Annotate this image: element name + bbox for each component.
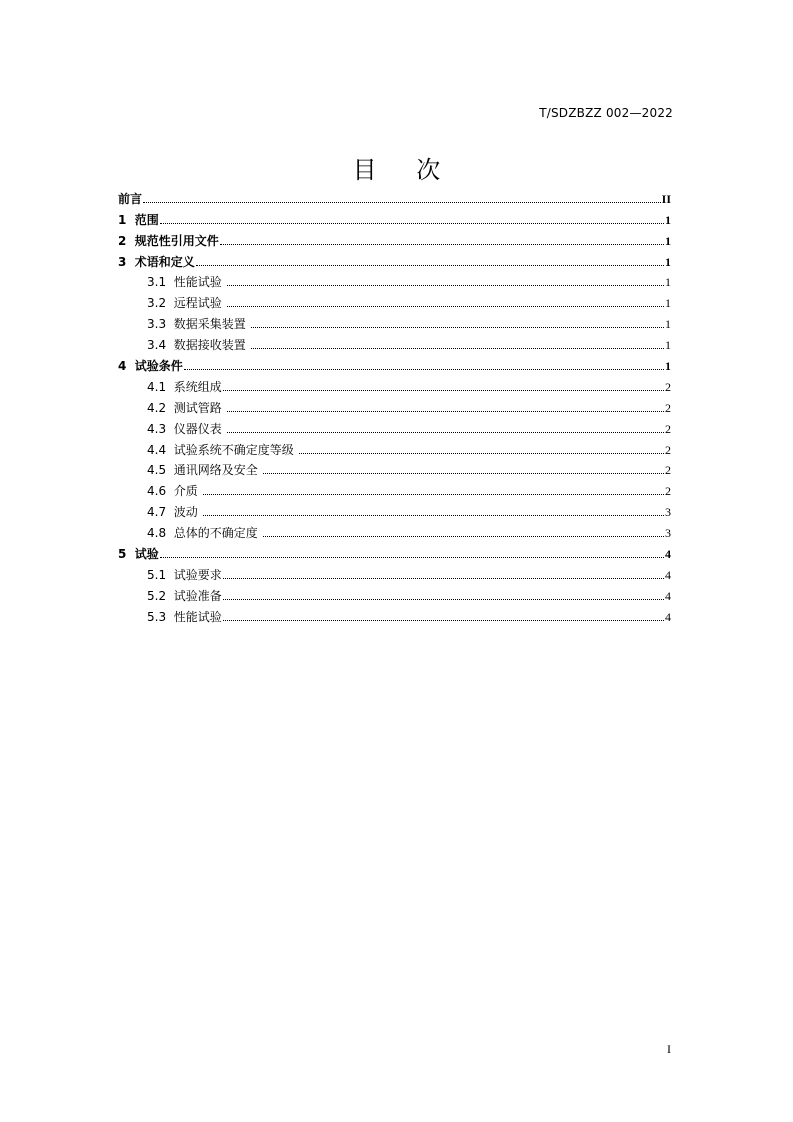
toc-entry-page: 1 bbox=[665, 359, 671, 374]
toc-entry[interactable] bbox=[118, 395, 671, 416]
toc-entry-page: 4 bbox=[665, 547, 671, 562]
toc-entry-title: 5.3 性能试验 bbox=[147, 609, 222, 624]
toc-dot-leader bbox=[251, 327, 664, 328]
toc-entry-page: 1 bbox=[665, 338, 671, 353]
toc-entry-page: 3 bbox=[665, 526, 671, 541]
toc-entry-page: 2 bbox=[665, 421, 671, 436]
page-number: I bbox=[667, 1042, 671, 1056]
toc-entry[interactable] bbox=[118, 207, 671, 228]
toc-entry-title: 5 试验 bbox=[118, 547, 159, 562]
toc-entry[interactable] bbox=[118, 374, 671, 395]
toc-dot-leader bbox=[251, 348, 664, 349]
toc-dot-leader bbox=[223, 620, 664, 621]
table-of-contents bbox=[118, 186, 671, 625]
toc-entry-page: 2 bbox=[665, 379, 671, 394]
toc-dot-leader bbox=[196, 265, 664, 266]
toc-entry[interactable] bbox=[118, 520, 671, 541]
toc-entry[interactable] bbox=[118, 353, 671, 374]
toc-entry[interactable] bbox=[118, 416, 671, 437]
toc-entry-page: 4 bbox=[665, 588, 671, 603]
toc-entry-page: 4 bbox=[665, 567, 671, 582]
toc-dot-leader bbox=[160, 223, 664, 224]
toc-entry-title: 3 术语和定义 bbox=[118, 254, 195, 269]
toc-entry[interactable] bbox=[118, 604, 671, 625]
toc-dot-leader bbox=[223, 599, 664, 600]
toc-entry[interactable] bbox=[118, 228, 671, 249]
toc-entry-title: 前言 bbox=[118, 191, 143, 206]
toc-entry[interactable] bbox=[118, 562, 671, 583]
toc-entry-page: 2 bbox=[665, 463, 671, 478]
toc-dot-leader bbox=[203, 494, 664, 495]
toc-entry[interactable] bbox=[118, 290, 671, 311]
toc-entry[interactable] bbox=[118, 186, 671, 207]
toc-entry-title: 4.4 试验系统不确定度等级 bbox=[147, 442, 298, 457]
toc-entry-title: 2 规范性引用文件 bbox=[118, 233, 219, 248]
toc-entry-page: 2 bbox=[665, 442, 671, 457]
toc-dot-leader bbox=[263, 473, 664, 474]
toc-entry[interactable] bbox=[118, 270, 671, 291]
toc-dot-leader bbox=[220, 244, 664, 245]
toc-dot-leader bbox=[184, 369, 664, 370]
toc-entry[interactable] bbox=[118, 583, 671, 604]
toc-dot-leader bbox=[299, 453, 664, 454]
toc-entry-title: 3.1 性能试验 bbox=[147, 275, 226, 290]
toc-dot-leader bbox=[160, 557, 664, 558]
toc-entry-title: 4.1 系统组成 bbox=[147, 379, 222, 394]
toc-entry-title: 3.2 远程试验 bbox=[147, 296, 226, 311]
toc-dot-leader bbox=[263, 536, 664, 537]
toc-entry-page: 1 bbox=[665, 317, 671, 332]
standard-code: T/SDZBZZ 002—2022 bbox=[539, 106, 673, 120]
toc-entry-page: 3 bbox=[665, 505, 671, 520]
toc-entry-page: 1 bbox=[665, 212, 671, 227]
toc-entry-title: 4.5 通讯网络及安全 bbox=[147, 463, 262, 478]
toc-entry-title: 1 范围 bbox=[118, 212, 159, 227]
toc-dot-leader bbox=[227, 285, 664, 286]
toc-entry-page: 1 bbox=[665, 254, 671, 269]
toc-entry-page: 1 bbox=[665, 233, 671, 248]
toc-entry[interactable] bbox=[118, 499, 671, 520]
toc-entry-page: 1 bbox=[665, 296, 671, 311]
toc-entry-title: 3.3 数据采集装置 bbox=[147, 317, 250, 332]
toc-entry-title: 5.1 试验要求 bbox=[147, 567, 222, 582]
toc-entry[interactable] bbox=[118, 311, 671, 332]
toc-entry[interactable] bbox=[118, 332, 671, 353]
toc-dot-leader bbox=[227, 432, 664, 433]
toc-dot-leader bbox=[227, 411, 664, 412]
toc-entry[interactable] bbox=[118, 458, 671, 479]
toc-dot-leader bbox=[203, 515, 664, 516]
toc-dot-leader bbox=[227, 306, 664, 307]
toc-entry-title: 4.2 测试管路 bbox=[147, 400, 226, 415]
page-title: 目 次 bbox=[352, 156, 457, 184]
toc-entry[interactable] bbox=[118, 541, 671, 562]
toc-entry[interactable] bbox=[118, 478, 671, 499]
toc-entry-title: 4.3 仪器仪表 bbox=[147, 421, 226, 436]
toc-entry-page: II bbox=[661, 191, 671, 206]
toc-entry-title: 5.2 试验准备 bbox=[147, 588, 222, 603]
toc-entry-title: 4.6 介质 bbox=[147, 484, 202, 499]
toc-entry[interactable] bbox=[118, 437, 671, 458]
toc-entry-page: 4 bbox=[665, 609, 671, 624]
toc-entry-page: 1 bbox=[665, 275, 671, 290]
toc-dot-leader bbox=[143, 202, 661, 203]
toc-dot-leader bbox=[223, 390, 664, 391]
toc-entry-title: 3.4 数据接收装置 bbox=[147, 338, 250, 353]
toc-entry[interactable] bbox=[118, 249, 671, 270]
toc-entry-title: 4 试验条件 bbox=[118, 359, 183, 374]
toc-dot-leader bbox=[223, 578, 664, 579]
toc-entry-page: 2 bbox=[665, 484, 671, 499]
toc-entry-title: 4.7 波动 bbox=[147, 505, 202, 520]
toc-entry-title: 4.8 总体的不确定度 bbox=[147, 526, 262, 541]
toc-entry-page: 2 bbox=[665, 400, 671, 415]
